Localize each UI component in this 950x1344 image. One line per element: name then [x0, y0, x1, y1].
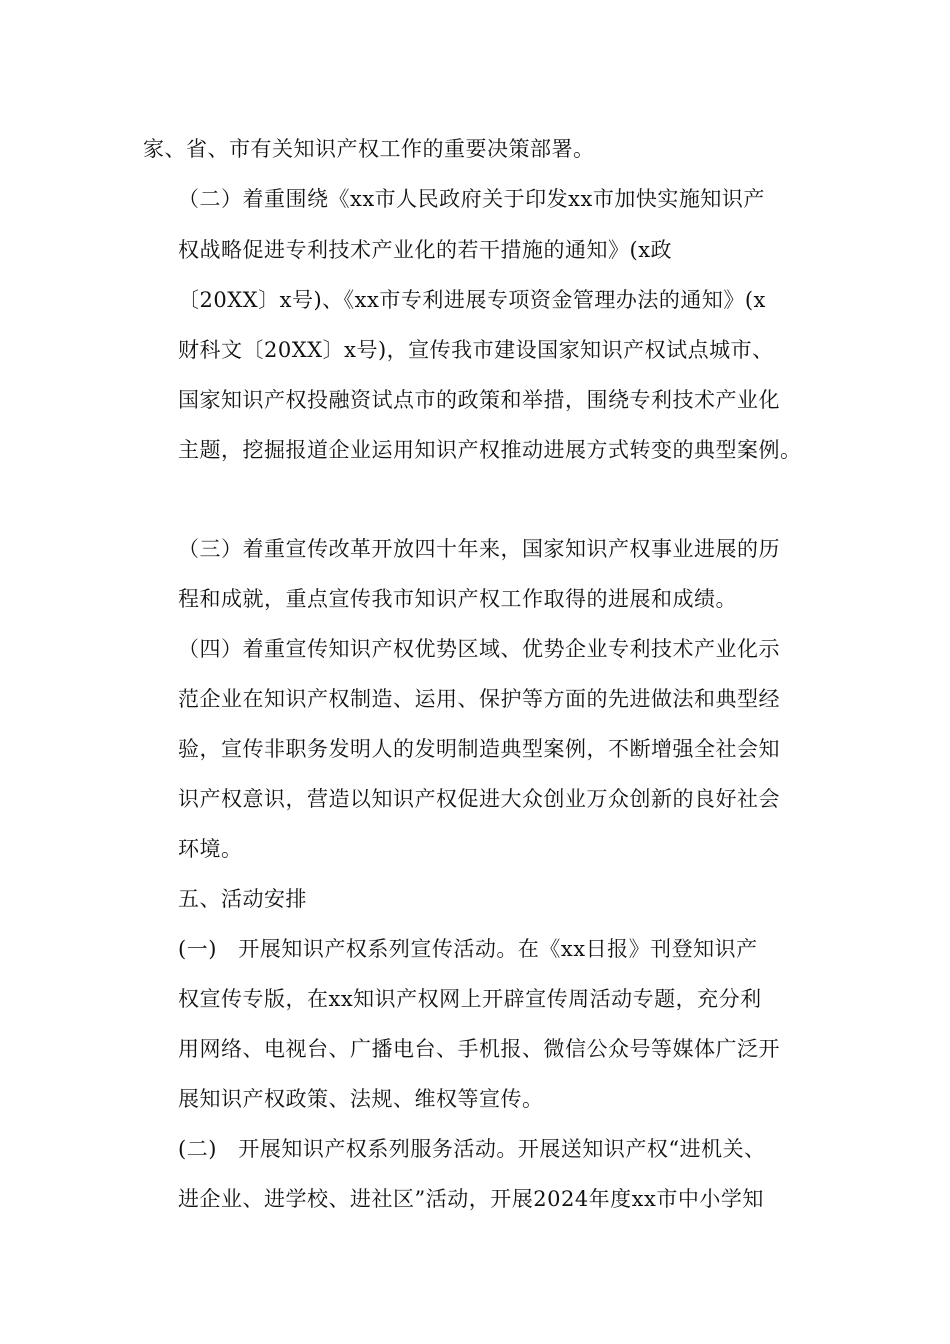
- section-heading: 五、活动安排: [178, 887, 307, 911]
- text-line: （三）着重宣传改革开放四十年来，国家知识产权事业进展的历: [178, 537, 780, 561]
- text-line: (一) 开展知识产权系列宣传活动。在《xx日报》刊登知识产: [178, 937, 758, 961]
- text-line: 〔20XX〕x号)、《xx市专利进展专项资金管理办法的通知》(x: [178, 288, 766, 312]
- text-line: 权宣传专版，在xx知识产权网上开辟宣传周活动专题，充分利: [178, 987, 762, 1011]
- text-line: 用网络、电视台、广播电台、手机报、微信公众号等媒体广泛开: [178, 1037, 780, 1061]
- text-line: 进企业、进学校、进社区”活动，开展2024年度xx市中小学知: [178, 1187, 764, 1211]
- text-line: 范企业在知识产权制造、运用、保护等方面的先进做法和典型经: [178, 687, 780, 711]
- text-line: 国家知识产权投融资试点市的政策和举措，围绕专利技术产业化: [178, 388, 780, 412]
- text-line: 识产权意识，营造以知识产权促进大众创业万众创新的良好社会: [178, 787, 780, 811]
- text-line: 财科文〔20XX〕x号)，宣传我市建设国家知识产权试点城市、: [178, 338, 774, 362]
- text-line: 验，宣传非职务发明人的发明制造典型案例，不断增强全社会知: [178, 737, 780, 761]
- text-line: 程和成就，重点宣传我市知识产权工作取得的进展和成绩。: [178, 587, 737, 611]
- text-line: 展知识产权政策、法规、维权等宣传。: [178, 1087, 544, 1111]
- text-line: 环境。: [178, 837, 243, 861]
- text-line: （二）着重围绕《xx市人民政府关于印发xx市加快实施知识产: [178, 187, 765, 211]
- text-line: 家、省、市有关知识产权工作的重要决策部署。: [143, 137, 595, 161]
- text-line: （四）着重宣传知识产权优势区域、优势企业专利技术产业化示: [178, 637, 780, 661]
- text-line: 主题，挖掘报道企业运用知识产权推动进展方式转变的典型案例。: [178, 438, 802, 462]
- text-line: (二) 开展知识产权系列服务活动。开展送知识产权“进机关、: [178, 1137, 766, 1161]
- text-line: 权战略促进专利技术产业化的若干措施的通知》(x政: [178, 238, 673, 262]
